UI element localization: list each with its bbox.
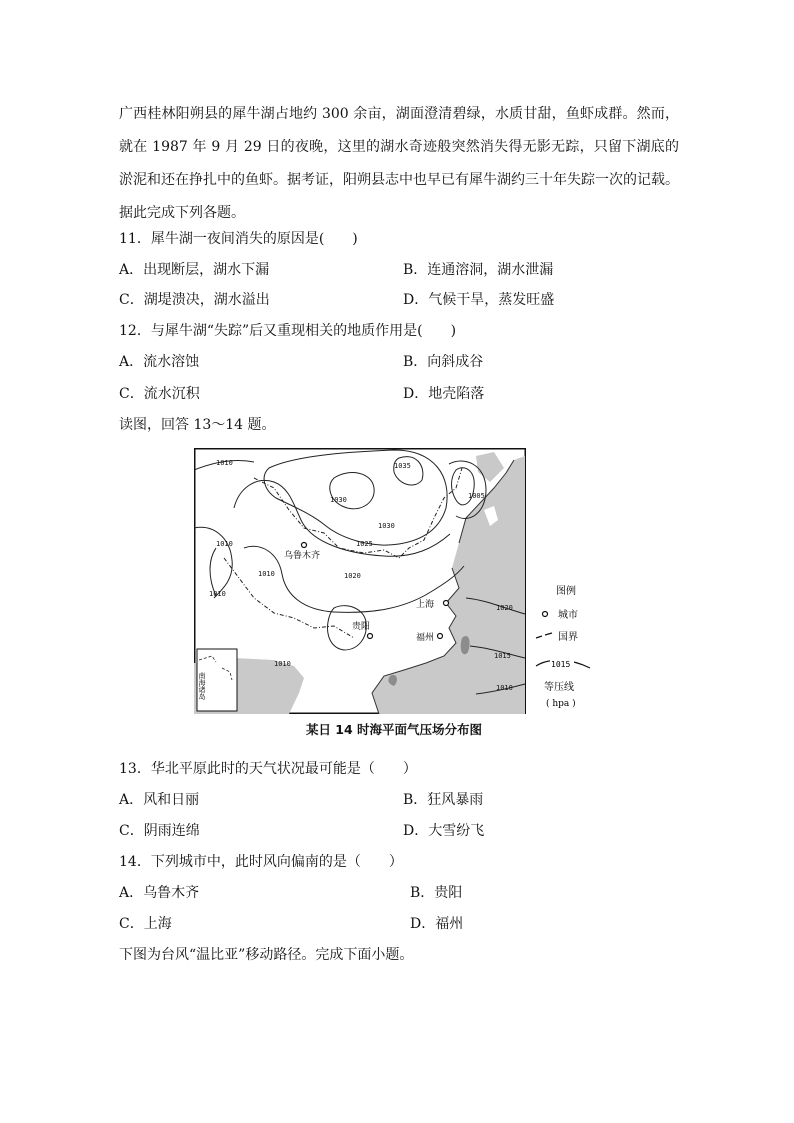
- read-map-instruction: 读图，回答 13～14 题。: [119, 417, 276, 433]
- question-13-option-d: D．大雪纷飞: [403, 823, 485, 839]
- intro-paragraph: 广西桂林阳朔县的犀牛湖占地约 300 余亩，湖面澄清碧绿，水质甘甜，鱼虾成群。然而，就在 1987 年 9 月 29 日的夜晚，这里的湖水奇迹般突然消失得无影无踪，只留下湖底的淤泥和还在挣扎中的鱼虾。据考证，阳朔县志中也早已有犀牛湖约三十年失踪一次的记载。据此完成下列各题。: [119, 106, 679, 221]
- question-14-option-c: C．上海: [119, 916, 172, 932]
- question-11-option-b: B．连通溶洞，湖水泄漏: [403, 262, 554, 278]
- isobar-label: 1010: [216, 540, 233, 548]
- isobar-label: 1010: [216, 459, 233, 467]
- isobar-label: 1010: [496, 684, 513, 692]
- question-12-option-a: A．流水溶蚀: [119, 354, 200, 370]
- isobar-label: 1010: [258, 570, 275, 578]
- isobar-label: 1035: [394, 462, 411, 470]
- question-12-option-c: C．流水沉积: [119, 386, 200, 402]
- legend-title: 图例: [556, 586, 576, 597]
- question-14-option-b: B．贵阳: [410, 885, 463, 901]
- question-12-option-d: D．地壳陷落: [403, 386, 485, 402]
- question-11-stem: 11．犀牛湖一夜间消失的原因是( ): [119, 231, 358, 247]
- isobar-label: 1030: [378, 522, 395, 530]
- isobar-label: 1015: [494, 652, 511, 660]
- isobar-label: 1030: [330, 496, 347, 504]
- city-marker-urumqi: [302, 543, 307, 548]
- question-11-option-a: A．出现断层，湖水下漏: [119, 262, 270, 278]
- legend-city-icon: [543, 612, 548, 617]
- city-label-fuzhou: 福州: [416, 633, 435, 643]
- isobar-label: 1020: [344, 572, 361, 580]
- city-label-guiyang: 贵阳: [352, 622, 371, 632]
- question-13-option-a: A．风和日丽: [119, 792, 200, 808]
- isobar-label: 1020: [496, 604, 513, 612]
- legend-isobar-label: 等压线: [544, 682, 574, 693]
- legend-border-icon: [536, 633, 552, 638]
- legend-border-label: 国界: [558, 632, 578, 643]
- question-11-option-c: C．湖堤溃决，湖水溢出: [119, 292, 270, 308]
- isobar-label: 1025: [356, 540, 373, 548]
- question-13-option-b: B．狂风暴雨: [403, 792, 484, 808]
- isobar-label: 1010: [209, 590, 226, 598]
- map-legend: [530, 580, 600, 720]
- city-marker-guiyang: [368, 634, 373, 639]
- question-13-stem: 13．华北平原此时的天气状况最可能是（ ）: [119, 761, 417, 777]
- legend-unit: ( hpa ): [546, 699, 576, 709]
- question-12-stem: 12．与犀牛湖“失踪”后又重现相关的地质作用是( ): [119, 323, 457, 339]
- map-caption: 某日 14 时海平面气压场分布图: [305, 722, 483, 737]
- question-13-option-c: C．阴雨连绵: [119, 823, 200, 839]
- question-11-option-d: D．气候干旱，蒸发旺盛: [403, 292, 555, 308]
- pressure-map: [194, 448, 526, 714]
- question-14-option-a: A．乌鲁木齐: [119, 885, 200, 901]
- question-12-option-b: B．向斜成谷: [403, 354, 484, 370]
- legend-city-label: 城市: [558, 610, 578, 621]
- typhoon-instruction: 下图为台风“温比亚”移动路径。完成下面小题。: [119, 947, 414, 963]
- inset-label: 南海诸岛: [198, 672, 206, 700]
- isobar-label: 1005: [468, 492, 485, 500]
- city-label-shanghai: 上海: [416, 600, 435, 610]
- question-14-option-d: D．福州: [410, 916, 464, 932]
- city-label-urumqi: 乌鲁木齐: [284, 551, 321, 561]
- isobar-label: 1010: [274, 660, 291, 668]
- legend-isobar-value: 1015: [551, 660, 571, 669]
- city-marker-shanghai: [444, 601, 449, 606]
- question-14-stem: 14．下列城市中，此时风向偏南的是（ ）: [119, 854, 403, 870]
- city-marker-fuzhou: [438, 634, 443, 639]
